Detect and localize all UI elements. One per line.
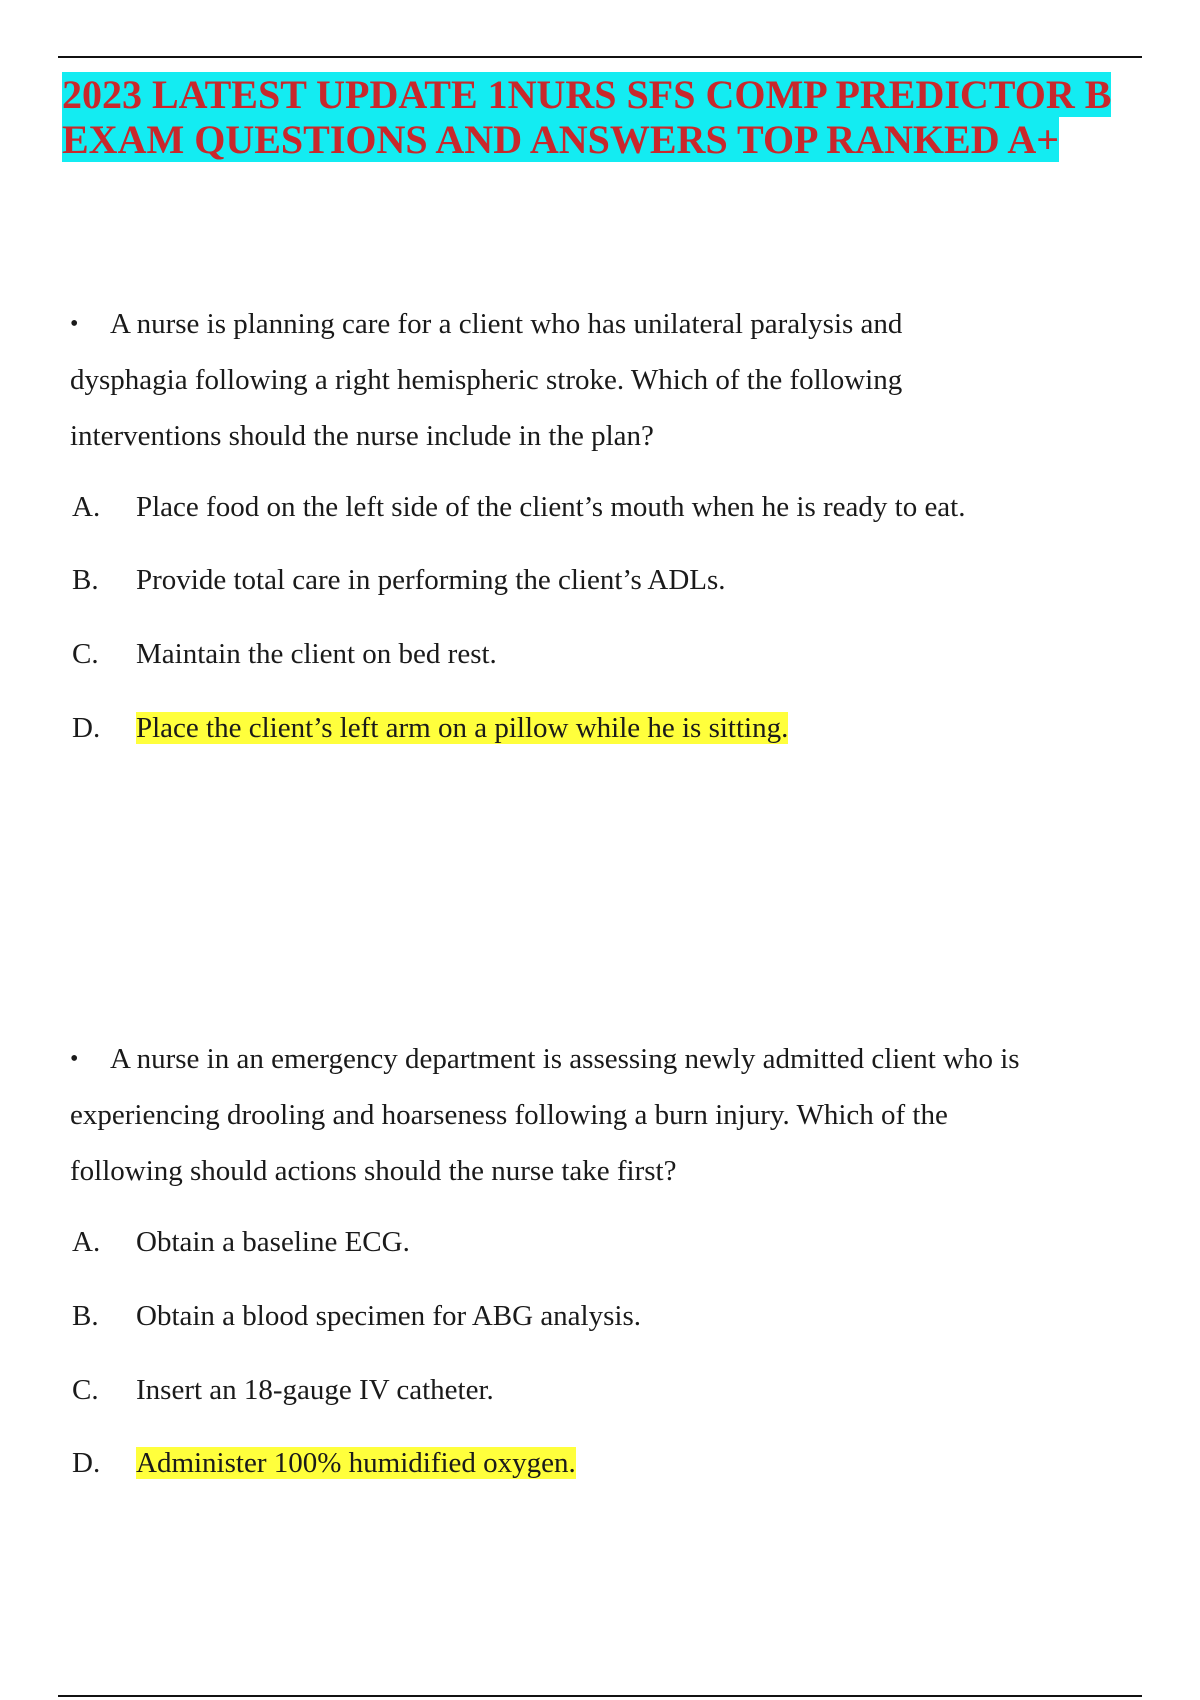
title-line-1: 2023 LATEST UPDATE 1NURS SFS COMP PREDICTOR B (62, 72, 1112, 117)
question-1-line-1: A nurse is planning care for a client who has unilateral paralysis and (110, 308, 903, 340)
question-2-line-2: experiencing drooling and hoarseness following a burn injury. Which of the (70, 1099, 948, 1131)
option-text: Place food on the left side of the client’s mouth when he is ready to eat. (136, 491, 966, 523)
bullet-icon: • (70, 1046, 79, 1072)
q2-option-b (72, 1298, 641, 1334)
option-letter: A. (72, 1226, 101, 1258)
question-2-line-1: A nurse in an emergency department is assessing newly admitted client who is (110, 1043, 1020, 1075)
q2-option-a (72, 1224, 410, 1260)
q2-option-c (72, 1372, 494, 1408)
option-letter: B. (72, 1300, 99, 1332)
option-text: Insert an 18-gauge IV catheter. (136, 1374, 494, 1406)
title-line-2: EXAM QUESTIONS AND ANSWERS TOP RANKED A+ (62, 117, 1060, 162)
option-letter: D. (72, 1447, 101, 1479)
option-text: Obtain a baseline ECG. (136, 1226, 410, 1258)
option-letter: C. (72, 638, 99, 670)
option-letter: A. (72, 491, 101, 523)
bullet-icon: • (70, 311, 79, 337)
question-2 (70, 1031, 1140, 1199)
option-text: Provide total care in performing the client’s ADLs. (136, 564, 726, 596)
q1-option-c (72, 636, 497, 672)
option-letter: D. (72, 712, 101, 744)
page-title (62, 72, 1142, 162)
q1-option-b (72, 562, 726, 598)
option-text: Obtain a blood specimen for ABG analysis. (136, 1300, 641, 1332)
q1-option-d (72, 710, 788, 746)
option-letter: B. (72, 564, 99, 596)
question-1-line-2: dysphagia following a right hemispheric stroke. Which of the following (70, 364, 903, 396)
bottom-rule (58, 1695, 1142, 1697)
option-text: Maintain the client on bed rest. (136, 638, 497, 670)
q1-option-a (72, 489, 966, 525)
correct-answer-highlight: Administer 100% humidified oxygen. (136, 1447, 576, 1479)
top-rule (58, 56, 1142, 58)
question-1-line-3: interventions should the nurse include in the plan? (70, 420, 654, 452)
option-letter: C. (72, 1374, 99, 1406)
q2-option-d (72, 1445, 576, 1481)
question-2-line-3: following should actions should the nurse take first? (70, 1155, 677, 1187)
question-1 (70, 296, 1140, 464)
correct-answer-highlight: Place the client’s left arm on a pillow while he is sitting. (136, 712, 789, 744)
